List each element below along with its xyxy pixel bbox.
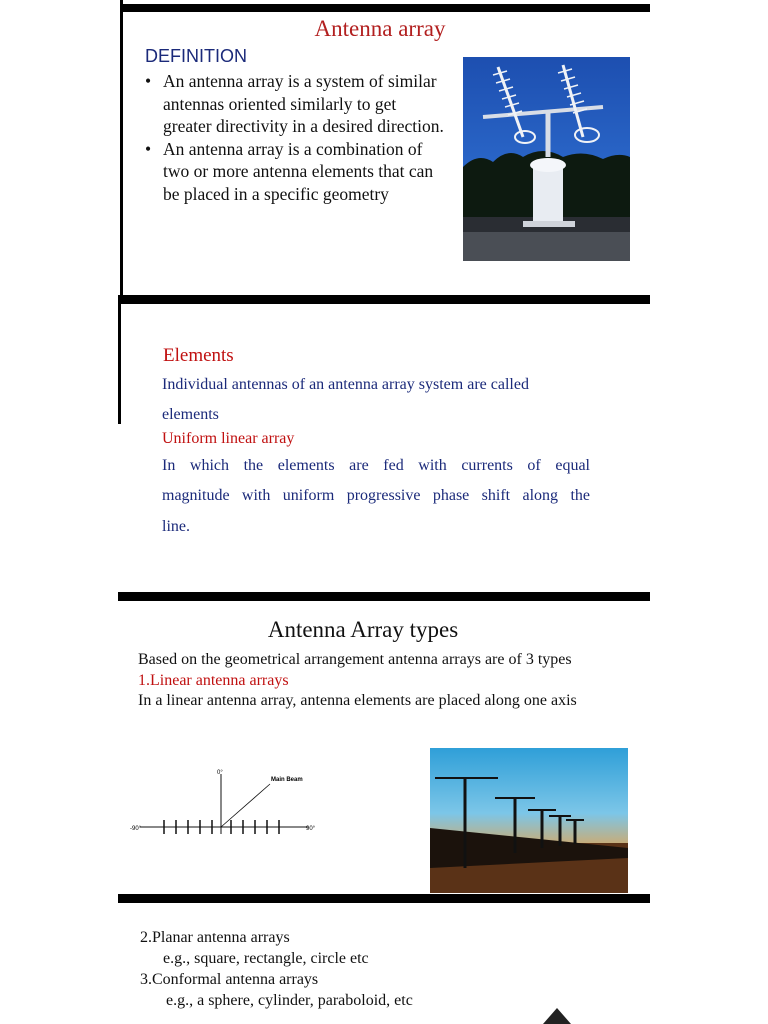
- elements-text-line: elements: [162, 406, 219, 423]
- linear-arrays-text: In a linear antenna array, antenna elements are placed along one axis: [138, 692, 577, 709]
- linear-array-diagram: [128, 764, 328, 854]
- elements-heading: Elements: [163, 345, 234, 366]
- slide1-left-border: [120, 0, 123, 300]
- slide1-bottom-border: [118, 295, 650, 304]
- uniform-linear-array-heading: Uniform linear array: [162, 430, 295, 447]
- linear-arrays-heading: 1.Linear antenna arrays: [138, 672, 289, 689]
- definition-label: DEFINITION: [145, 46, 247, 66]
- elements-text-line: Individual antennas of an antenna array system are called: [162, 376, 529, 393]
- slide3-bottom-border: [118, 894, 650, 903]
- angle-right-label: 90°: [306, 826, 316, 832]
- conformal-arrays-heading: 3.Conformal antenna arrays: [140, 971, 319, 988]
- linear-array-photo: [430, 748, 628, 893]
- bullet-item: • An antenna array is a system of similar antennas oriented similarly to get greater directivity in a desired direction.: [145, 71, 444, 136]
- bullet-text: An antenna array is a combination of two or more antenna elements that can be placed in a specific geometry: [163, 138, 434, 204]
- slide1-top-border: [120, 4, 650, 12]
- array-types-intro: Based on the geometrical arrangement antenna arrays are of 3 types: [138, 651, 572, 668]
- slide1-title: Antenna array: [314, 16, 446, 41]
- conformal-arrays-example: e.g., a sphere, cylinder, paraboloid, etc: [166, 992, 413, 1009]
- ula-text-line: In which the elements are fed with currents of equal: [162, 457, 590, 474]
- slide3-title: Antenna Array types: [267, 617, 459, 642]
- angle-top-label: 0°: [217, 770, 223, 776]
- angle-left-label: -90°: [130, 826, 142, 832]
- ula-text-line: line.: [162, 518, 190, 535]
- planar-arrays-example: e.g., square, rectangle, circle etc: [163, 950, 369, 967]
- slide2-left-border: [118, 304, 121, 424]
- slide3-top-border: [118, 592, 650, 601]
- bullet-text: An antenna array is a system of similar antennas oriented similarly to get greater directivity in a desired direction.: [163, 71, 444, 136]
- main-beam-label: Main Beam: [271, 777, 303, 783]
- bullet-item: • An antenna array is a combination of two or more antenna elements that can be placed in a specific geometry: [145, 138, 434, 204]
- antenna-array-photo: [463, 57, 630, 261]
- definition-bullets: [145, 70, 445, 205]
- planar-arrays-heading: 2.Planar antenna arrays: [140, 929, 290, 946]
- scroll-up-icon[interactable]: [543, 1008, 571, 1024]
- ula-text-line: magnitude with uniform progressive phase shift along the: [162, 487, 590, 504]
